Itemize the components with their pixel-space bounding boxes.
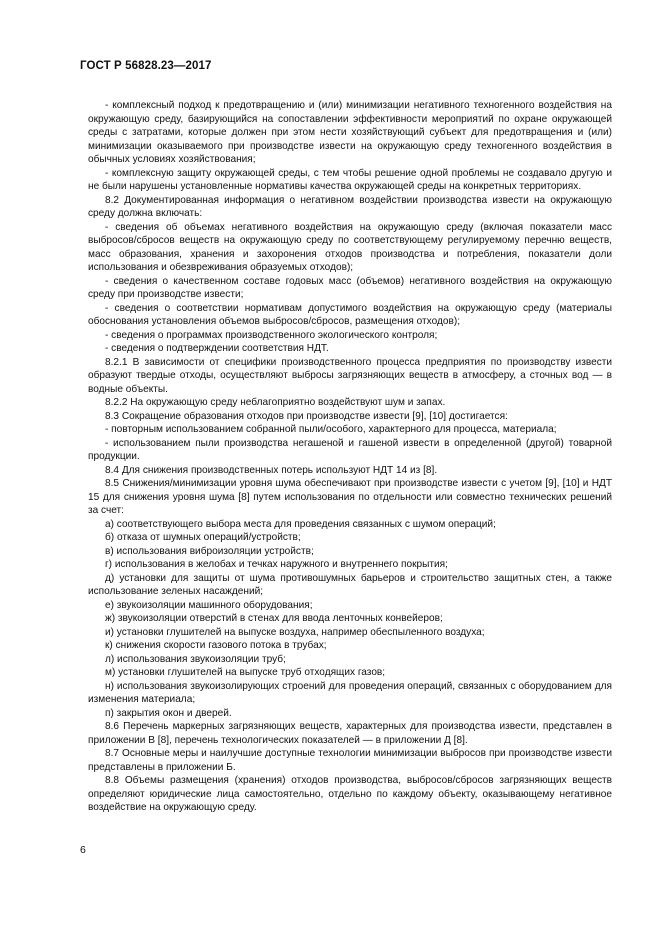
paragraph: - сведения о подтверждении соответствия НДТ. — [105, 343, 329, 354]
paragraph: и) установки глушителей на выпуске воздуха, например обеспыленного воздуха; — [105, 626, 485, 638]
paragraph: а) соответствующего выбора места для проведения связанных с шумом операций; — [105, 518, 496, 530]
paragraph: е) звукоизоляции машинного оборудования; — [105, 599, 313, 611]
paragraph: - комплексную защиту окружающей среды, с тем чтобы решение одной проблемы не создавало другую и не были нарушены установленные нормативы качества окружающей среды на конкретных территориях. — [88, 167, 612, 192]
standard-header: ГОСТ Р 56828.23—2017 — [80, 60, 212, 72]
paragraph: 8.7 Основные меры и наилучшие доступные технологии минимизации выбросов при производстве извести представлены в приложении Б. — [88, 748, 612, 773]
paragraph: б) отказа от шумных операций/устройств; — [105, 532, 301, 543]
paragraph: 8.5 Снижения/минимизации уровня шума обеспечивают при производстве извести с учетом [9], [10] и НДТ 15 для снижения уровня шума [8] путем использования по отдельности или совместно технических решений за счет: — [88, 478, 612, 516]
paragraph: м) установки глушителей на выпуске труб отходящих газов; — [105, 667, 386, 678]
paragraph: - сведения о качественном составе годовых масс (объемов) негативного воздействия на окружающую среду при производстве извести; — [88, 275, 612, 300]
paragraph: 8.2 Документированная информация о негативном воздействии производства извести на окружающую среду должна включать: — [88, 194, 612, 219]
paragraph: - сведения о соответствии нормативам допустимого воздействия на окружающую среду (материалы обоснования установления объемов выбросов/сбросов, размещения отходов); — [88, 302, 612, 327]
paragraph: 8.2.1 В зависимости от специфики производственного процесса предприятия по производству извести образуют твердые отходы, осуществляют выбросы загрязняющих веществ в атмосферу, а сточных вод — в водные объекты. — [88, 356, 612, 395]
paragraph: к) снижения скорости газового потока в трубах; — [105, 640, 327, 651]
paragraph: - сведения о программах производственного экологического контроля; — [105, 329, 438, 341]
paragraph: 8.4 Для снижения производственных потерь используют НДТ 14 из [8]. — [105, 464, 438, 476]
paragraph: - сведения об объемах негативного воздействия на окружающую среду (включая показатели масс выбросов/сбросов веществ на окружающую среду по соответствующему регулируемому перечню веществ, масс образования, хранения и захоронения отходов производства и потребления, показатели доли использования и обезвреживания образуемых отходов); — [88, 221, 612, 273]
paragraph: п) закрытия окон и дверей. — [105, 707, 232, 719]
paragraph: л) использования звукоизоляции труб; — [105, 653, 286, 665]
paragraph: - комплексный подход к предотвращению и (или) минимизации негативного техногенного воздействия на окружающую среду, базирующийся на сопоставлении эффективности мероприятий по охране окружающей среды с затратами, которые должен при этом нести хозяйствующий субъект для предотвращения и (или) минимизации оказываемого при производстве извести на окружающую среду техногенного воздействия в обычных условиях хозяйствования; — [88, 100, 612, 165]
paragraph: д) установки для защиты от шума противошумных барьеров и строительство защитных стен, а также использование зеленых насаждений; — [88, 572, 612, 597]
paragraph: 8.3 Сокращение образования отходов при производстве извести [9], [10] достигается: — [105, 410, 508, 422]
paragraph: в) использования виброизоляции устройств; — [105, 545, 314, 557]
paragraph: 8.6 Перечень маркерных загрязняющих веществ, характерных для производства извести, представлен в приложении В [8], перечень технологических показателей — в приложении Д [8]. — [88, 721, 612, 746]
document-body — [88, 99, 612, 815]
paragraph: 8.2.2 На окружающую среду неблагоприятно воздействуют шум и запах. — [105, 397, 446, 408]
paragraph: ж) звукоизоляции отверстий в стенах для ввода ленточных конвейеров; — [105, 613, 443, 624]
paragraph: 8.8 Объемы размещения (хранения) отходов производства, выбросов/сбросов загрязняющих веществ определяют юридические лица самостоятельно, отдельно по каждому объекту, оказывающему негативное воздействие на окружающую среду. — [88, 775, 612, 813]
paragraph: - повторным использованием собранной пыли/особого, характерного для процесса, материала; — [105, 424, 557, 435]
page-number: 6 — [80, 844, 86, 856]
paragraph: - использованием пыли производства негашеной и гашеной извести в определенной (другой) товарной продукции. — [88, 437, 612, 462]
paragraph: г) использования в желобах и течках наружного и внутреннего покрытия; — [105, 559, 448, 570]
paragraph: н) использования звукоизолирующих строений для проведения операций, связанных с оборудованием для изменения материала; — [88, 680, 612, 705]
